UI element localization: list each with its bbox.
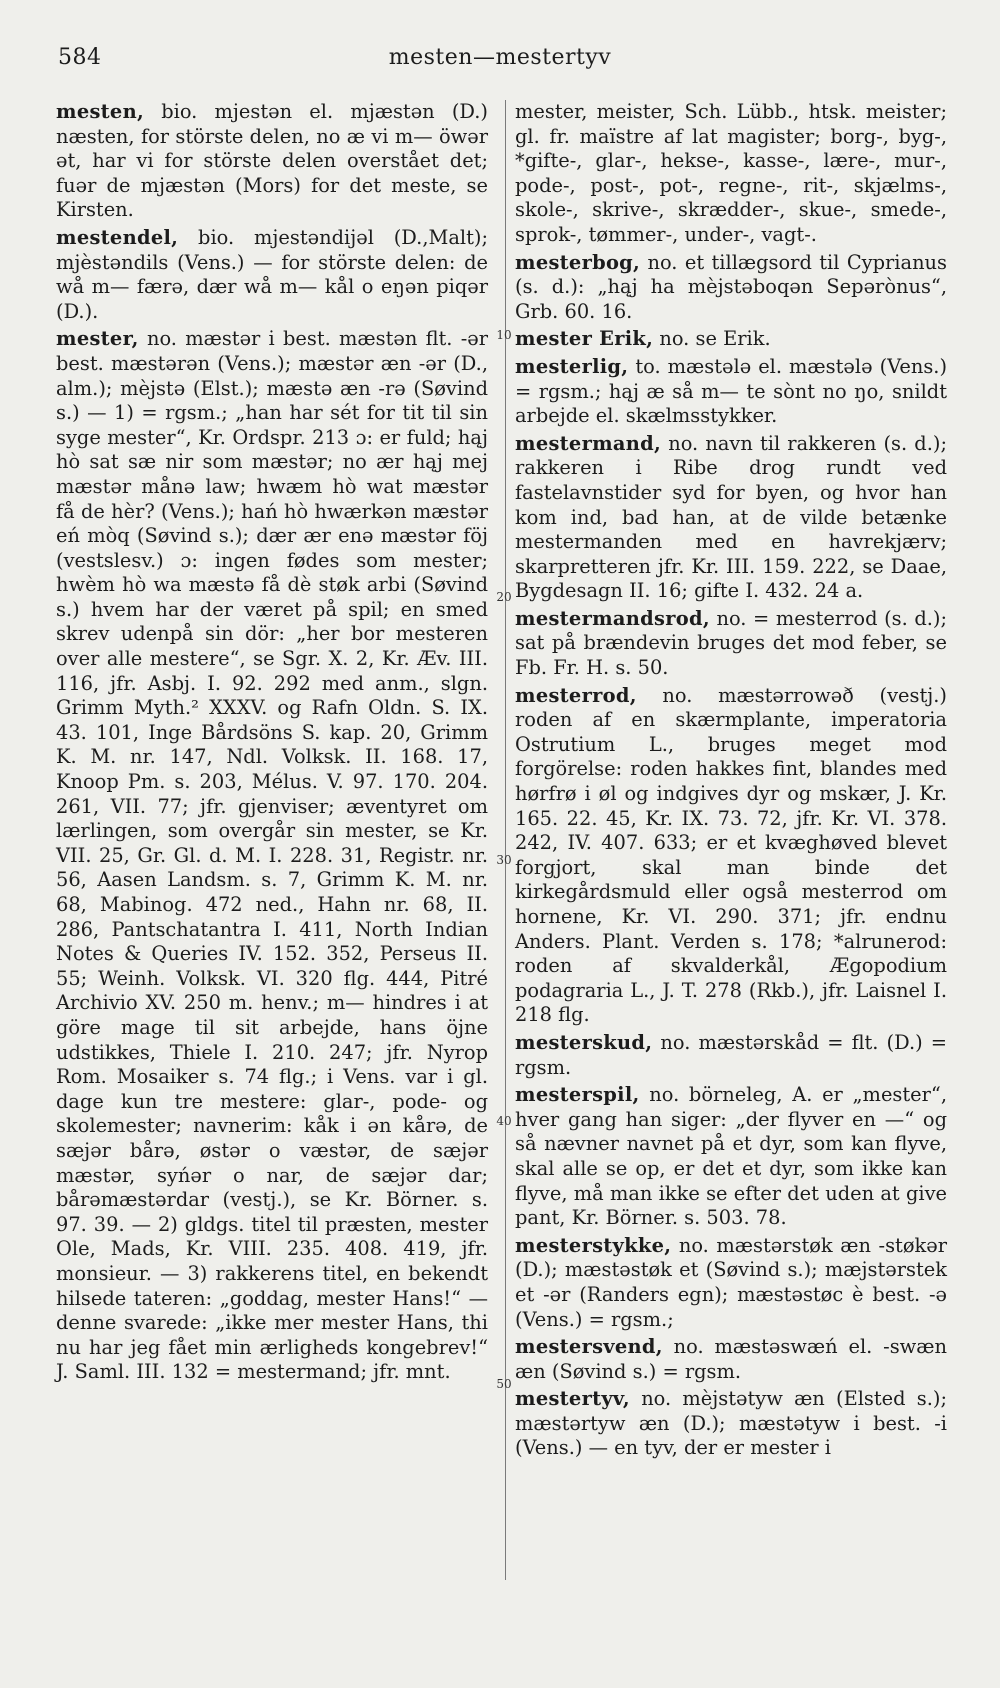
entry-mesten [56, 100, 488, 223]
entry-mestermand [515, 432, 947, 604]
line-number: 30 [496, 853, 512, 867]
entry-body: no. et tillægsord til Cyprianus (s. d.): „hąj ha mèjstəboqən Sepərònus“, Grb. 60. 16. [515, 250, 947, 323]
entry-body: mester, meister, Sch. Lübb., htsk. meister; gl. fr. maïstre af lat magister; borg-, byg-, *gifte-, glar-, hekse-, kasse-, lære-, mur-, pode-, post-, pot-, regne-, rit-, skjælms-, skole-, skrive-, skrædder-, skue-, smede-, sprok-, tømmer-, under-, vagt-. [515, 100, 947, 246]
headword: mestertyv, [515, 1387, 630, 1411]
entry-body: no. mæstər i best. mæstən flt. -ər best. mæstərən (Vens.); mæstər æn -ər (D., alm.); mèjstə (Elst.); mæstə æn -rə (Søvind s.) — 1) = rgsm.; „han har sét for tit til sin syge mester“, Kr. Ordspr. 213 ɔ: er fuld; hąj hò sat sæ nir som mæstər; no ær hąj mej mæstər månə law; hwæm hò wat mæstər få de hèr? (Vens.); hań hò hwærkən mæstər eń mòq (Søvind s.); dær ær enə mæstər föj (vestslesv.) ɔ: ingen fødes som mester; hwèm hò wa mæstə få dè støk arbi (Søvind s.) hvem har der været på spil; en smed skrev udenpå sin dör: „her bor mesteren over alle mestere“, se Sgr. X. 2, Kr. Æv. III. 116, jfr. Asbj. I. 92. 292 med anm., slgn. Grimm Myth.² XXXV. og Rafn Oldn. S. IX. 43. 101, Inge Bårdsöns S. kap. 20, Grimm K. M. nr. 147, Ndl. Volksk. II. 168. 17, Knoop Pm. s. 203, Mélus. V. 97. 170. 204. 261, VII. 77; jfr. gjenviser; æventyret om lærlingen, som overgår sin mester, se Kr. VII. 25, Gr. Gl. d. M. I. 228. 31, Registr. nr. 56, Aasen Landsm. s. 7, Grimm K. M. nr. 68, Mabinog. 472 ned., Hahn nr. 68, II. 286, Pantschatantra I. 411, North Indian Notes & Queries IV. 152. 352, Perseus II. 55; Weinh. Volksk. VI. 320 flg. 444, Pitré Archivio XV. 250 m. henv.; m— hindres i at göre mage til sit arbejde, hans öjne udstikkes, Thiele I. 210. 247; jfr. Nyrop Rom. Mosaiker s. 74 flg.; i Vens. var i gl. dage kun tre mestere: glar-, pode- og skolemester; navnerim: kåk i ən kårə, de sæjər bårə, østər o væstər, de sæjər mæstər, syńər o nar, de sæjər dar; bårəmæstərdar (vestj.), se Kr. Börner. s. 97. 39. — 2) gldgs. titel til præsten, mester Ole, Mads, Kr. VIII. 235. 408. 419, jfr. monsieur. — 3) rakkerens titel, en bekendt hilsede tateren: „goddag, mester Hans!“ — denne svarede: „ikke mer mester Hans, thi nu har jeg fået min ærligheds kongebrev!“ J. Saml. III. 132 = mestermand; jfr. mnt. [56, 327, 488, 1384]
entry-body: no. se Erik. [659, 327, 771, 351]
entry-body: bio. mjestən el. mjæstən (D.) næsten, for störste delen, no æ vi m— öwər ət, har vi for störste delen overstået det; fuər de mjæstən (Mors) for det meste, se Kirsten. [56, 100, 489, 222]
entry-body: no. börneleg, A. er „mester“, hver gang han siger: „der flyver en —“ og så nævner navnet på et dyr, som kan flyve, skal alle se op, er det et dyr, som ikke kan flyve, må man ikke se efter det uden at give pant, Kr. Börner. s. 503. 78. [515, 1083, 947, 1230]
left-column [56, 100, 488, 1388]
headword: mesterbog, [515, 250, 641, 274]
entry-body: no. mèjstətyw æn (Elsted s.); mæstərtyw æn (D.); mæstətyw i best. -i (Vens.) — en tyv, der er mester i [515, 1387, 947, 1460]
column-divider [505, 100, 506, 1580]
entry-mester [56, 327, 488, 1385]
running-header [58, 45, 942, 85]
entry-mestermandsrod [515, 607, 947, 681]
headword: mestermandsrod, [515, 606, 710, 630]
line-number: 40 [496, 1114, 512, 1128]
entry-body: no. = mesterrod (s. d.); sat på brændevin bruges det mod feber, se Fb. Fr. H. s. 50. [515, 606, 947, 680]
page-title: mesten—mestertyv [388, 45, 612, 70]
entry-body: to. mæstələ el. mæstələ (Vens.) = rgsm.; hąj æ så m— te sònt no ŋo, snildt arbejde el. skælmsstykker. [515, 354, 948, 428]
entry-body: no. mæstərskåd = flt. (D.) = rgsm. [515, 1030, 947, 1079]
entry-mesterspil [515, 1083, 947, 1231]
right-column [515, 100, 947, 1464]
headword: mestermand, [515, 431, 662, 455]
entry-mestersvend [515, 1335, 947, 1384]
entry-mesterlig [515, 355, 947, 429]
headword: mesterrod, [515, 683, 637, 707]
entry-mesterbog [515, 251, 947, 325]
entry-body: no. mæstərstøk æn -støkər (D.); mæstəstøk et (Søvind s.); mæjstərstek et -ər (Randers egn); mæstəstøc è best. -ə (Vens.) = rgsm.; [515, 1233, 947, 1331]
headword: mestersvend, [515, 1335, 663, 1359]
line-number: 10 [496, 328, 512, 342]
entry-mester-continued [515, 100, 947, 248]
headword: mesterspil, [515, 1083, 640, 1107]
headword: mester Erik, [515, 327, 654, 351]
line-number: 20 [496, 590, 512, 604]
entry-mester-erik [515, 327, 947, 352]
entry-mesterrod [515, 684, 947, 1028]
line-number: 50 [496, 1377, 512, 1391]
entry-body: no. mæstəswæń el. -swæn æn (Søvind s.) = rgsm. [515, 1335, 947, 1383]
headword: mester, [56, 327, 139, 351]
entry-body: no. mæstərrowəð (vestj.) roden af en skærmplante, imperatoria Ostrutium L., bruges meget mod forgörelse: roden hakkes fint, blandes med hørfrø i øl og indgives dyr og mskær, J. Kr. 165. 22. 45, Kr. IX. 73. 72, jfr. Kr. VI. 378. 242, IV. 407. 633; er et kvæghøved blevet forgjort, skal man binde det kirkegårdsmuld eller også mesterrod om hornene, Kr. VI. 290. 371; jfr. endnu Anders. Plant. Verden s. 178; *alrunerod: roden af skvalderkål, Ægopodium podagraria L., J. T. 278 (Rkb.), jfr. Laisnel I. 218 flg. [515, 683, 947, 1027]
entry-body: no. navn til rakkeren (s. d.); rakkeren i Ribe drog rundt ved fastelavnstider syd for byen, og hvor han kom ind, bad han, at de vilde betænke mestermanden med en havrekjærv; skarpretteren jfr. Kr. III. 159. 222, se Daae, Bygdesagn II. 16; gifte I. 432. 24 a. [515, 431, 947, 603]
entry-mesterskud [515, 1031, 947, 1080]
headword: mesten, [56, 100, 145, 123]
headword: mestendel, [56, 225, 179, 249]
page-number: 584 [58, 45, 102, 70]
entry-mestertyv [515, 1387, 947, 1461]
entry-mesterstykke [515, 1234, 947, 1332]
entry-mestendel [56, 226, 488, 324]
headword: mesterlig, [515, 354, 629, 378]
entry-body: bio. mjestəndijəl (D.,Malt); mjèstəndils (Vens.) — for störste delen: de wå m— færə, dær wå m— kål o eŋən piqər (D.). [56, 225, 488, 323]
headword: mesterskud, [515, 1030, 653, 1054]
headword: mesterstykke, [515, 1233, 672, 1257]
